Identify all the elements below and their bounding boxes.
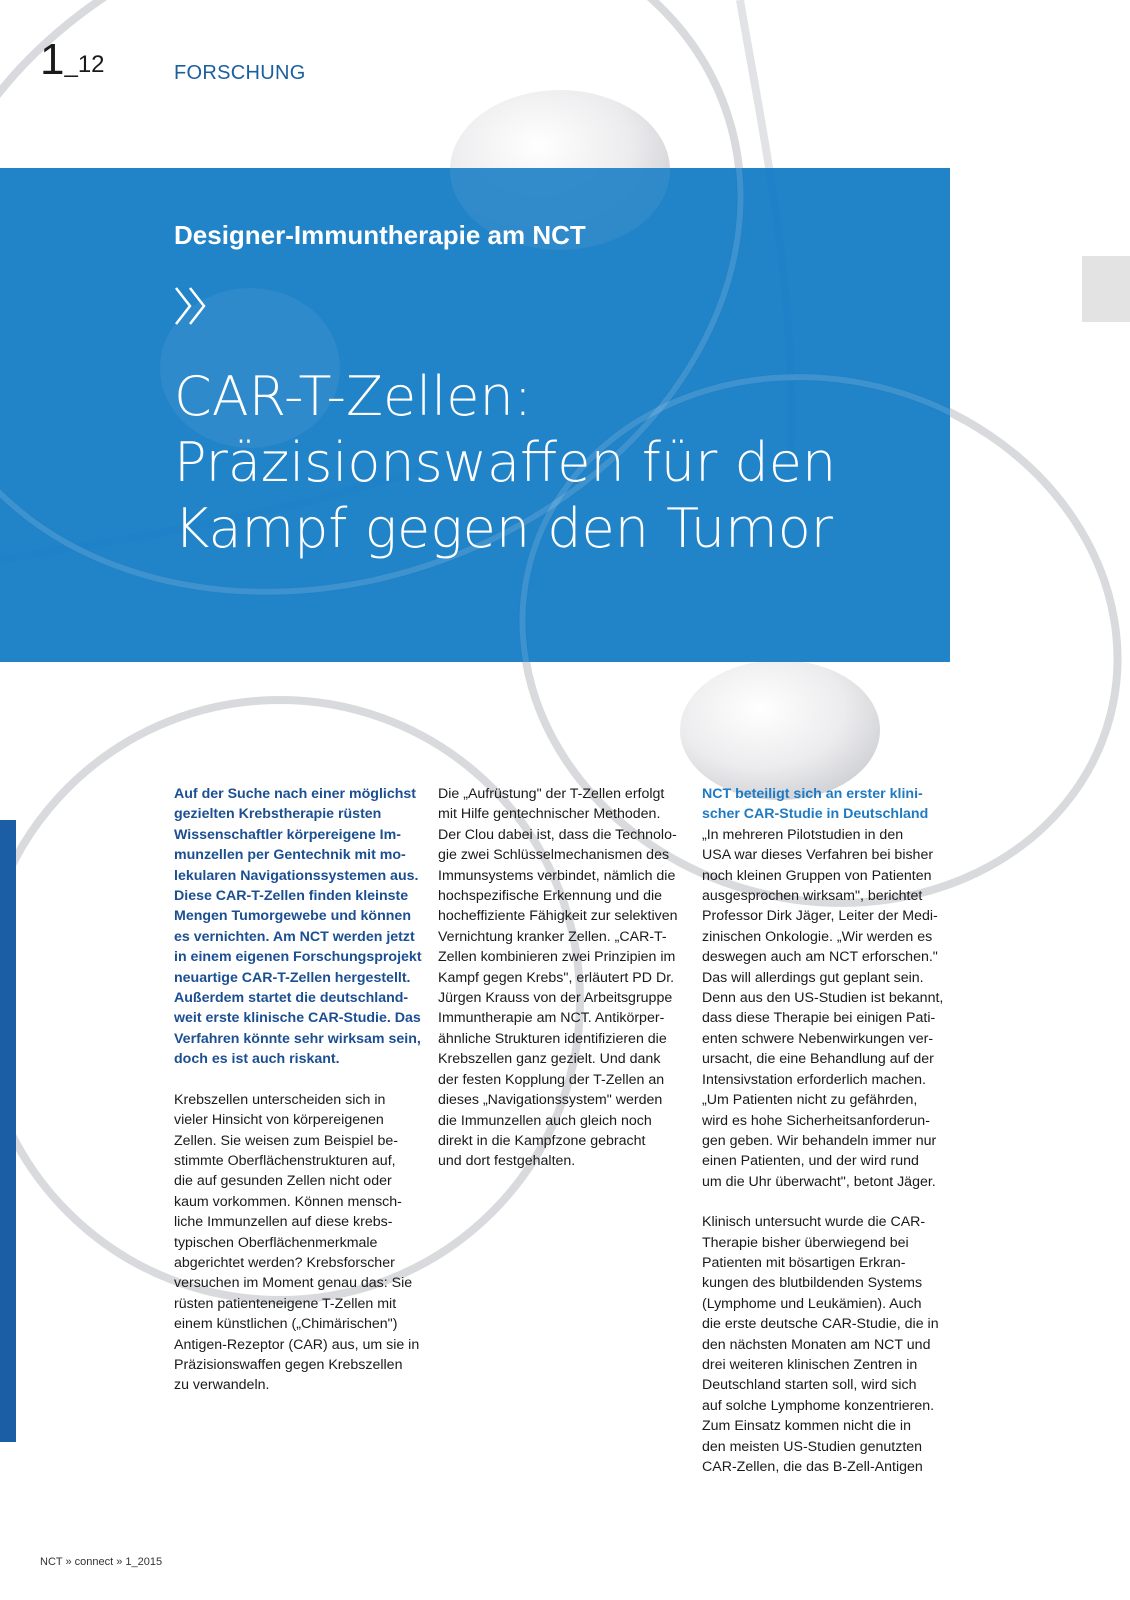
issue-number: 1	[40, 35, 65, 84]
column-subheading	[702, 784, 954, 825]
body-paragraph	[702, 1212, 954, 1477]
text-line: USA war dieses Verfahren bei bisher	[702, 847, 934, 864]
text-line: auf solche Lymphome konzentrieren.	[702, 1397, 935, 1414]
text-line: hochspezifische Erkennung und die	[438, 888, 663, 905]
text-line: weit erste klinische CAR-Studie. Das	[174, 1010, 421, 1027]
text-line: Klinisch untersucht wurde die CAR-	[702, 1214, 926, 1231]
text-line: Zellen kombinieren zwei Prinzipien im	[438, 949, 676, 966]
text-line: ähnliche Strukturen identifizieren die	[438, 1030, 667, 1047]
text-line: die erste deutsche CAR-Studie, die in	[702, 1316, 939, 1333]
text-line: den meisten US-Studien genutzten	[702, 1438, 923, 1455]
text-line: NCT beteiligt sich an erster klini-	[702, 786, 923, 802]
text-line: liche Immunzellen auf diese krebs-	[174, 1214, 393, 1231]
text-line: neuartige CAR-T-Zellen hergestellt.	[174, 969, 411, 986]
text-line: abgerichtet werden? Krebsforscher	[174, 1254, 395, 1271]
text-column-1	[174, 784, 426, 1396]
article-headline	[174, 364, 836, 562]
text-line: der festen Kopplung der T-Zellen an	[438, 1071, 665, 1088]
text-line: um die Uhr überwacht", betont Jäger.	[702, 1173, 936, 1190]
text-line: scher CAR-Studie in Deutschland	[702, 806, 929, 823]
text-line: in einem eigenen Forschungsprojekt	[174, 949, 422, 966]
text-line: ausgesprochen wirksam", berichtet	[702, 888, 923, 905]
text-line: hocheffiziente Fähigkeit zur selektiven	[438, 908, 678, 925]
text-line: Therapie bisher überwiegend bei	[702, 1234, 909, 1251]
text-line: rüsten patienteneigene T-Zellen mit	[174, 1295, 397, 1312]
text-line: es vernichten. Am NCT werden jetzt	[174, 928, 415, 945]
text-line: Auf der Suche nach einer möglichst	[174, 786, 417, 802]
text-line: enten schwere Nebenwirkungen ver-	[702, 1030, 934, 1047]
text-line: gie zwei Schlüsselmechanismen des	[438, 847, 670, 864]
text-line: vieler Hinsicht von körpereigenen	[174, 1112, 384, 1129]
text-line: Zum Einsatz kommen nicht die in	[702, 1418, 911, 1435]
text-line: Die „Aufrüstung" der T-Zellen erfolgt	[438, 786, 665, 802]
text-line: wird es hohe Sicherheitsanforderun-	[702, 1112, 930, 1129]
article-kicker: Designer-Immuntherapie am NCT	[174, 220, 586, 250]
text-line: Jürgen Krauss von der Arbeitsgruppe	[438, 990, 673, 1007]
text-line: Der Clou dabei ist, dass die Technolo-	[438, 826, 677, 843]
page-number: _12	[64, 51, 105, 78]
text-line: dieses „Navigationssystem" werden	[438, 1092, 663, 1109]
text-line: Zellen. Sie weisen zum Beispiel be-	[174, 1132, 398, 1149]
text-line: gen geben. Wir behandeln immer nur	[702, 1132, 937, 1149]
text-line: direkt in die Kampfzone gebracht	[438, 1132, 646, 1149]
text-line: kaum vorkommen. Können mensch-	[174, 1193, 402, 1210]
text-column-3	[702, 784, 954, 1477]
text-line: (Lymphome und Leukämien). Auch	[702, 1295, 922, 1312]
text-line: gezielten Krebstherapie rüsten	[174, 806, 382, 823]
text-line: CAR-Zellen, die das B-Zell-Antigen	[702, 1459, 923, 1475]
text-line: Wissenschaftler körpereigene Im-	[174, 826, 401, 843]
body-paragraph	[174, 1090, 426, 1396]
text-line: Immunsystems verbindet, nämlich die	[438, 867, 676, 884]
text-line: Mengen Tumorgewebe und können	[174, 908, 411, 925]
text-line: einem künstlichen („Chimärischen")	[174, 1316, 398, 1333]
body-paragraph	[438, 784, 690, 1172]
text-line: Krebszellen ganz gezielt. Und dank	[438, 1051, 661, 1068]
text-line: Krebszellen unterscheiden sich in	[174, 1091, 386, 1108]
body-paragraph	[702, 825, 954, 1192]
text-line: Deutschland starten soll, wird sich	[702, 1377, 917, 1394]
text-line: Immuntherapie am NCT. Antikörper-	[438, 1010, 665, 1027]
text-line: stimmte Oberflächenstrukturen auf,	[174, 1152, 396, 1169]
headline-line: Kampf gegen den Tumor	[174, 497, 833, 560]
text-line: Antigen-Rezeptor (CAR) aus, um sie in	[174, 1336, 420, 1353]
side-tab	[1082, 256, 1130, 322]
text-line: einen Patienten, und der wird rund	[702, 1153, 919, 1170]
double-chevron-right-icon	[174, 286, 208, 326]
lead-paragraph	[174, 784, 426, 1070]
left-accent-bar	[0, 820, 16, 1442]
headline-line: CAR-T-Zellen:	[174, 365, 532, 428]
text-column-2	[438, 784, 690, 1172]
text-line: Patienten mit bösartigen Erkran-	[702, 1254, 906, 1271]
text-line: doch es ist auch riskant.	[174, 1051, 340, 1068]
text-line: „Um Patienten nicht zu gefährden,	[702, 1092, 918, 1109]
text-line: versuchen im Moment genau das: Sie	[174, 1275, 413, 1292]
text-line: Denn aus den US-Studien ist bekannt,	[702, 990, 944, 1007]
text-line: Präzisionswaffen gegen Krebszellen	[174, 1356, 403, 1373]
text-line: Diese CAR-T-Zellen finden kleinste	[174, 888, 409, 905]
text-line: deswegen auch am NCT erforschen."	[702, 949, 938, 966]
text-line: den nächsten Monaten am NCT und	[702, 1336, 931, 1353]
text-line: zu verwandeln.	[174, 1377, 270, 1394]
text-line: kungen des blutbildenden Systems	[702, 1275, 923, 1292]
text-line: munzellen per Gentechnik mit mo-	[174, 847, 406, 864]
text-line: Kampf gegen Krebs", erläutert PD Dr.	[438, 969, 675, 986]
text-line: Das will allerdings gut geplant sein.	[702, 969, 924, 986]
text-line: ursacht, die eine Behandlung auf der	[702, 1051, 934, 1068]
text-line: die auf gesunden Zellen nicht oder	[174, 1173, 392, 1190]
text-line: und dort festgehalten.	[438, 1153, 576, 1170]
text-line: „In mehreren Pilotstudien in den	[702, 826, 904, 843]
text-line: die Immunzellen auch gleich noch	[438, 1112, 652, 1129]
text-line: Intensivstation erforderlich machen.	[702, 1071, 926, 1088]
text-line: Professor Dirk Jäger, Leiter der Medi-	[702, 908, 938, 925]
headline-line: Präzisionswaffen für den	[174, 431, 837, 494]
text-line: mit Hilfe gentechnischer Methoden.	[438, 806, 661, 823]
page-footer: NCT » connect » 1_2015	[40, 1556, 163, 1568]
text-line: typischen Oberflächenmerkmale	[174, 1234, 378, 1251]
text-line: Außerdem startet die deutschland-	[174, 990, 409, 1007]
hero-banner	[0, 168, 950, 662]
text-line: Vernichtung kranker Zellen. „CAR-T-	[438, 928, 667, 945]
text-line: Verfahren könnte sehr wirksam sein,	[174, 1030, 421, 1047]
text-line: dass diese Therapie bei einigen Pati-	[702, 1010, 936, 1027]
text-line: noch kleinen Gruppen von Patienten	[702, 867, 932, 884]
text-line: drei weiteren klinischen Zentren in	[702, 1356, 918, 1373]
text-line: zinischen Onkologie. „Wir werden es	[702, 928, 933, 945]
section-label: FORSCHUNG	[174, 62, 306, 84]
text-line: lekularen Navigationssystemen aus.	[174, 867, 419, 884]
issue-page-marker	[40, 35, 105, 84]
